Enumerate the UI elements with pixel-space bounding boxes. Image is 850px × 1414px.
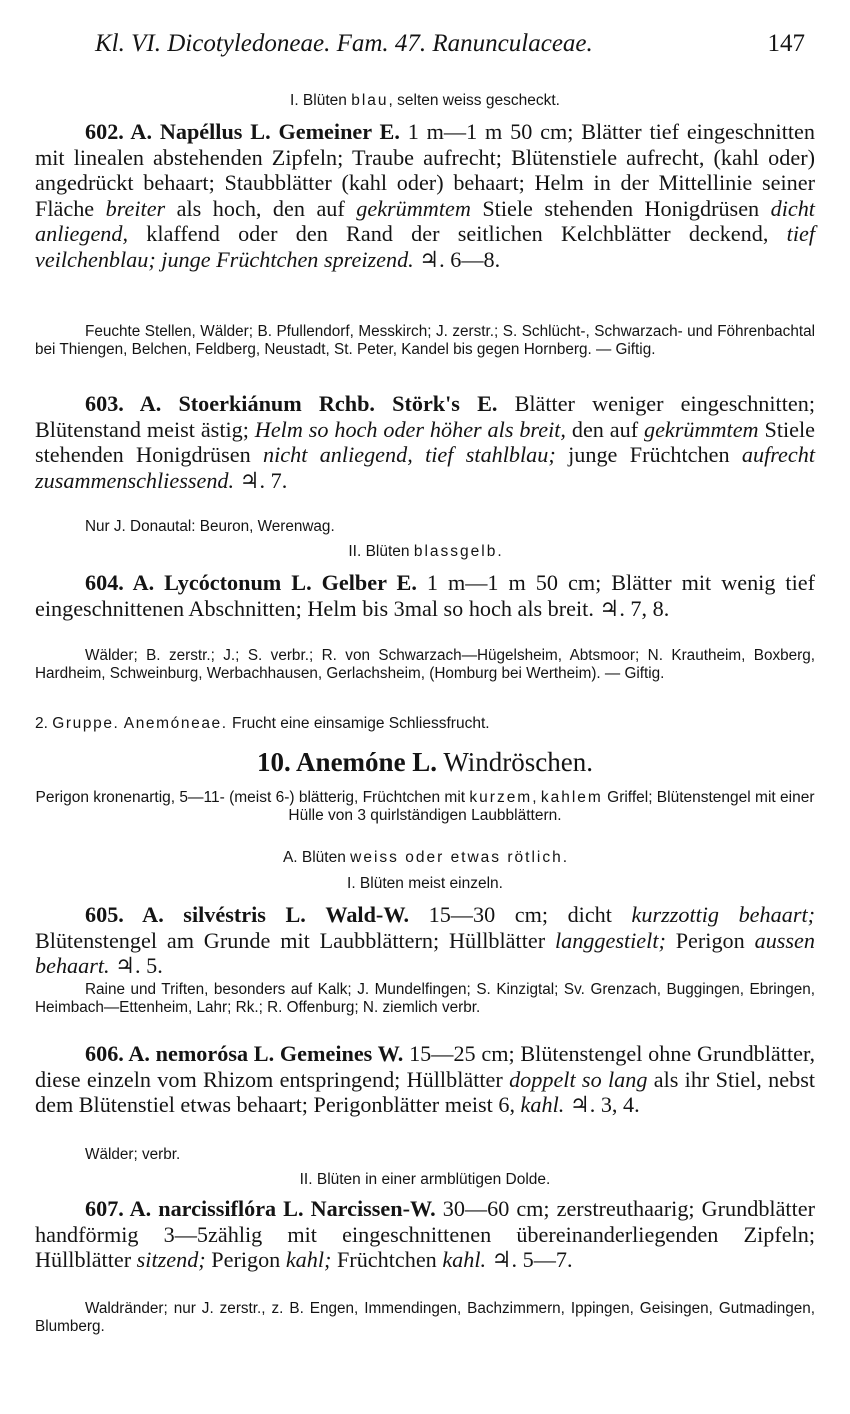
common-name: Narcissen-W. (310, 1196, 436, 1221)
page-number: 147 (767, 30, 805, 57)
species-entry-606: 606. A. nemorósa L. Gemeines W. 15—25 cm; Blütenstengel ohne Grundblätter, diese einzeln vom Rhizom entspringend; Hüllblätter doppelt so lang als ihr Stiel, nebst dem Blütenstiel etwas behaart; Perigonblätter meist 6, kahl. ♃. 3, 4. (35, 1041, 816, 1118)
species-number: 602. A. Napéllus L. (85, 119, 271, 144)
group-heading-anemoneae: 2. Gruppe. Anemóneae. Frucht eine einsamige Schliessfrucht. (35, 715, 490, 732)
section-heading-pale-yellow: II. Blüten blassgelb. (348, 543, 502, 560)
genus-heading-anemone (0, 747, 850, 778)
localities-606: Wälder; verbr. (85, 1146, 181, 1163)
common-name: Gemeines W. (279, 1041, 404, 1066)
section-heading-white-flowers: A. Blüten weiss oder etwas rötlich. (282, 849, 568, 866)
common-name: Störk's E. (392, 391, 498, 416)
species-entry-603: 603. A. Stoerkiánum Rchb. Störk's E. Blätter weniger eingeschnitten; Blütenstand meist ästig; Helm so hoch oder höher als breit, den auf gekrümmtem Stiele stehenden Honigdrüsen nicht anliegend, tief stahlblau; junge Früchtchen aufrecht zusammenschliessend. ♃. 7. (35, 391, 816, 493)
common-name: Wald-W. (325, 902, 410, 927)
localities-607: Waldränder; nur J. zerstr., z. B. Engen, Immendingen, Bachzimmern, Ippingen, Geisingen, Gutmadingen, Blumberg. (35, 1300, 815, 1335)
species-number: 607. A. narcissiflóra L. (85, 1196, 304, 1221)
species-number: 603. A. Stoerkiánum Rchb. (85, 391, 375, 416)
running-head (95, 30, 805, 64)
localities-602: Feuchte Stellen, Wälder; B. Pfullendorf, Messkirch; J. zerstr.; S. Schlücht-, Schwarzach- und Föhrenbachtal bei Thiengen, Belchen, Feldberg, Neustadt, St. Peter, Kandel bis gegen Hornberg. — Giftig. (35, 323, 815, 358)
section-heading-single-flowers: I. Blüten meist einzeln. (347, 875, 503, 892)
species-entry-604: 604. A. Lycóctonum L. Gelber E. 1 m—1 m 50 cm; Blätter mit wenig tief eingeschnittenen Abschnitten; Helm bis 3mal so hoch als breit. ♃. 7, 8. (35, 570, 815, 621)
section-heading-umbel: II. Blüten in einer armblütigen Dolde. (299, 1171, 551, 1188)
common-name: Gemeiner E. (278, 119, 400, 144)
common-name: Gelber E. (321, 570, 417, 595)
species-entry-605: 605. A. silvéstris L. Wald-W. 15—30 cm; dicht kurzzottig behaart; Blütenstengel am Grunde mit Laubblättern; Hüllblätter langgestielt; Perigon aussen behaart. ♃. 5. (35, 902, 816, 979)
running-head-title: Kl. VI. Dicotyledoneae. Fam. 47. Ranunculaceae. (95, 30, 593, 57)
localities-604: Wälder; B. zerstr.; J.; S. verbr.; R. von Schwarzach—Hügelsheim, Abtsmoor; N. Krautheim, Boxberg, Hardheim, Schweinburg, Werbachhausen, Gerlachsheim, (Homburg bei Wertheim). — Giftig. (35, 647, 815, 682)
localities-603: Nur J. Donautal: Beuron, Werenwag. (85, 518, 335, 535)
species-number: 605. A. silvéstris L. (85, 902, 306, 927)
genus-common-name: Windröschen. (437, 747, 593, 777)
genus-description: Perigon kronenartig, 5—11- (meist 6-) blätterig, Früchtchen mit kurzem, kahlem Griffel; Blütenstengel mit einer Hülle von 3 quirlständigen Laubblättern. (35, 789, 815, 824)
genus-name: 10. Anemóne L. (257, 747, 438, 777)
localities-605: Raine und Triften, besonders auf Kalk; J. Mundelfingen; S. Kinzigtal; Sv. Grenzach, Buggingen, Ebringen, Heimbach—Ettenheim, Lahr; Rk.; R. Offenburg; N. ziemlich verbr. (35, 981, 815, 1016)
species-entry-607: 607. A. narcissiflóra L. Narcissen-W. 30—60 cm; zerstreuthaarig; Grundblätter handförmig 3—5zählig mit eingeschnittenen übereinanderliegenden Zipfeln; Hüllblätter sitzend; Perigon kahl; Früchtchen kahl. ♃. 5—7. (35, 1196, 815, 1273)
species-entry-602: 602. A. Napéllus L. Gemeiner E. 1 m—1 m 50 cm; Blätter tief eingeschnitten mit linealen abstehenden Zipfeln; Traube aufrecht; Blütenstiele aufrecht, (kahl oder) angedrückt behaart; Staubblätter (kahl oder) behaart; Helm in der Mittellinie seiner Fläche breiter als hoch, den auf gekrümmtem Stiele stehenden Honigdrüsen dicht anliegend, klaffend oder den Rand der seitlichen Kelchblätter deckend, tief veilchenblau; junge Früchtchen spreizend. ♃. 6—8. (35, 119, 815, 272)
species-number: 604. A. Lycóctonum L. (85, 570, 312, 595)
section-heading-blue-flowers: I. Blüten blau, selten weiss gescheckt. (290, 92, 560, 109)
species-number: 606. A. nemorósa L. (85, 1041, 275, 1066)
